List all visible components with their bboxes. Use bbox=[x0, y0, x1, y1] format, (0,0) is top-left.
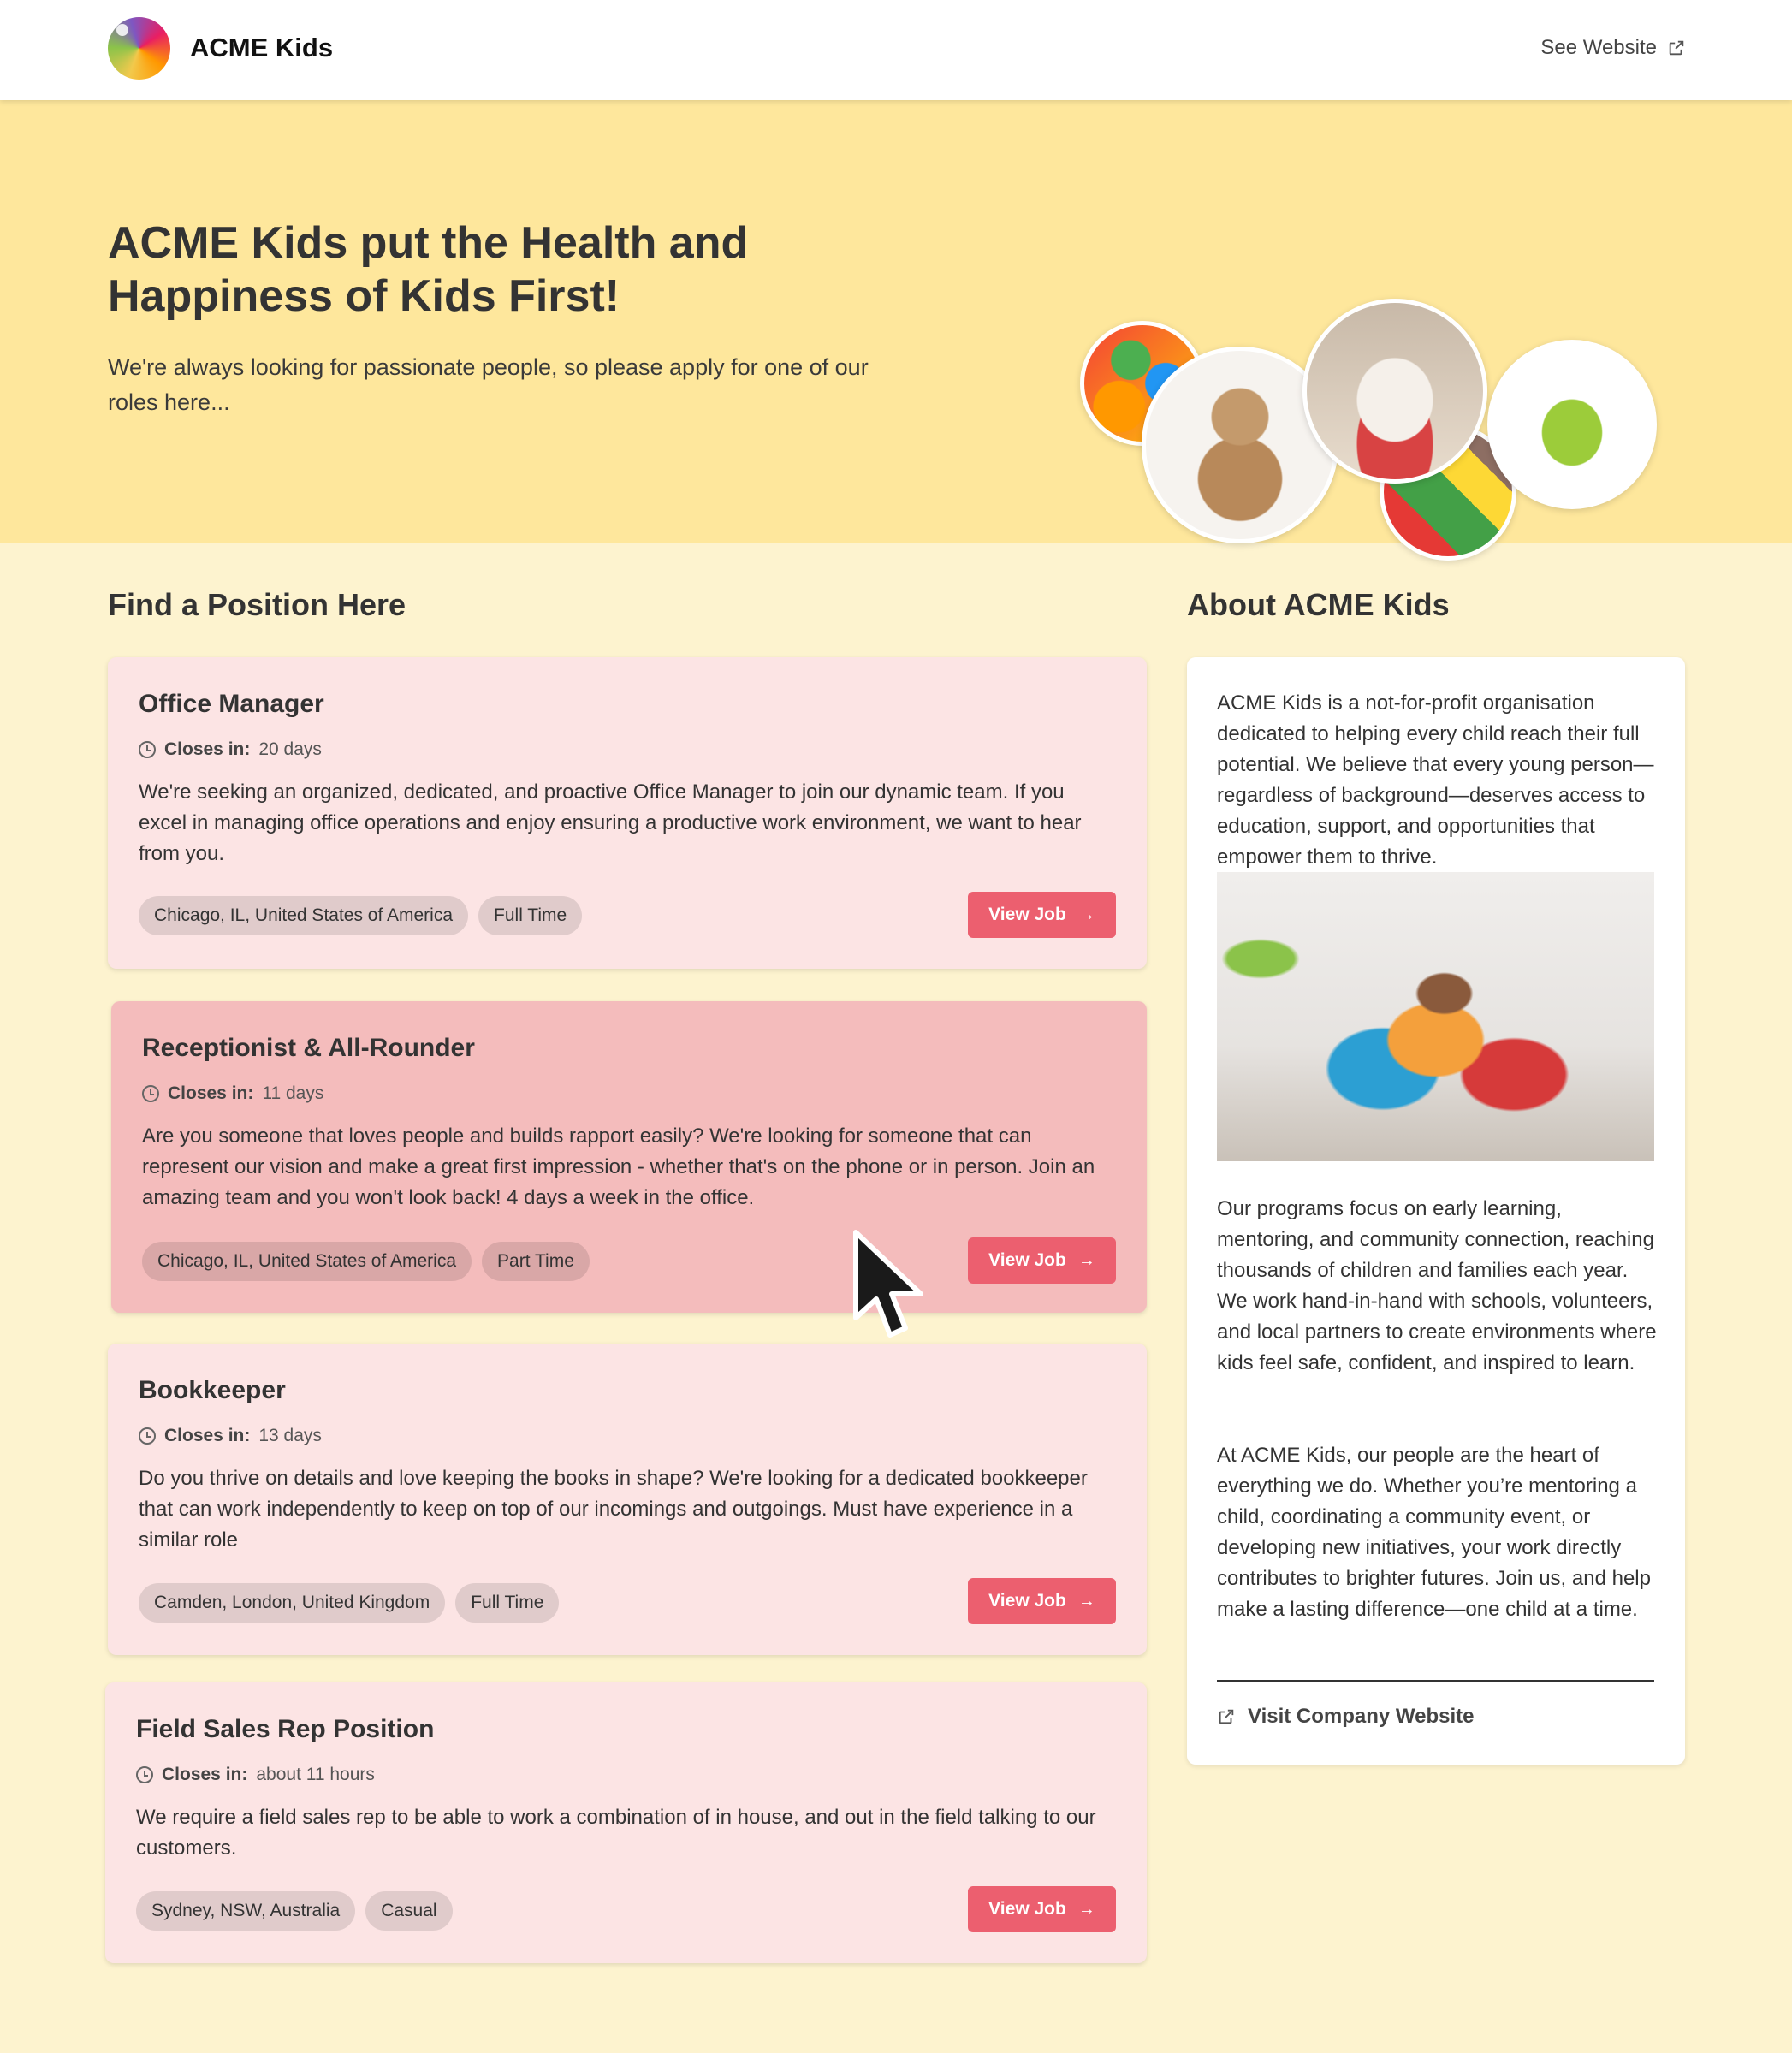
job-closes bbox=[139, 1426, 322, 1446]
job-type-tag: Full Time bbox=[478, 896, 582, 935]
job-description: Do you thrive on details and love keeping the books in shape? We're looking for a dedicated bookkeeper that can work independently to keep on top of our incomings and outgoings. Must have experience in a similar role bbox=[139, 1467, 1088, 1552]
arrow-right-icon: → bbox=[1077, 905, 1095, 924]
closes-value: 13 days bbox=[258, 1426, 322, 1445]
location-tag: Chicago, IL, United States of America bbox=[139, 896, 468, 935]
about-paragraph-1: ACME Kids is a not-for-profit organisation dedicated to helping every child reach their full potential. We believe that every young person—regardless of background—deserves access to education, support, and opportunities that empower them to thrive. bbox=[1217, 691, 1654, 869]
job-type-tag: Part Time bbox=[482, 1242, 590, 1281]
closes-value: about 11 hours bbox=[256, 1765, 375, 1784]
job-title[interactable]: Receptionist & All-Rounder bbox=[142, 1034, 475, 1062]
see-website-link[interactable] bbox=[1540, 36, 1686, 60]
job-tags bbox=[139, 1583, 559, 1623]
job-card[interactable] bbox=[105, 1682, 1147, 1963]
hero-title: ACME Kids put the Health and Happiness of Kids First! bbox=[108, 218, 749, 321]
view-job-label: View Job bbox=[988, 1899, 1066, 1919]
arrow-right-icon: → bbox=[1077, 1250, 1095, 1270]
arrow-right-icon: → bbox=[1077, 1591, 1095, 1611]
brand-name[interactable]: ACME Kids bbox=[190, 33, 334, 62]
toy-dinosaur-image bbox=[1487, 340, 1657, 509]
about-paragraph-2: Our programs focus on early learning, mentoring, and community connection, reaching thousands of children and families each year. We work hand-in-hand with schools, volunteers, and local partners to create environments where kids feel safe, confident, and inspired to learn. bbox=[1217, 1197, 1657, 1374]
about-paragraph-3: At ACME Kids, our people are the heart of everything we do. Whether you’re mentoring a child, coordinating a community event, or developing new initiatives, your work directly contributes to brighter futures. Join us, and help make a lasting difference—one child at a time. bbox=[1217, 1444, 1651, 1621]
hero-subtitle: We're always looking for passionate people, so please apply for one of our roles here... bbox=[108, 354, 869, 415]
external-link-icon bbox=[1217, 1707, 1236, 1726]
job-tags bbox=[142, 1242, 590, 1281]
about-heading: About ACME Kids bbox=[1187, 587, 1450, 622]
positions-heading: Find a Position Here bbox=[108, 587, 406, 622]
closes-label: Closes in: bbox=[164, 739, 251, 759]
job-title[interactable]: Field Sales Rep Position bbox=[136, 1715, 435, 1743]
job-card[interactable] bbox=[111, 1001, 1147, 1313]
divider bbox=[1217, 1680, 1654, 1682]
view-job-label: View Job bbox=[988, 905, 1066, 924]
view-job-button[interactable] bbox=[968, 1886, 1116, 1932]
visit-company-website-link[interactable] bbox=[1217, 1705, 1475, 1729]
view-job-button[interactable] bbox=[968, 1237, 1116, 1284]
job-tags bbox=[139, 896, 582, 935]
view-job-button[interactable] bbox=[968, 892, 1116, 938]
visit-label: Visit Company Website bbox=[1248, 1705, 1475, 1728]
clock-icon bbox=[142, 1085, 159, 1102]
view-job-button[interactable] bbox=[968, 1578, 1116, 1624]
location-tag: Chicago, IL, United States of America bbox=[142, 1242, 472, 1281]
hero-banner bbox=[0, 100, 1792, 543]
view-job-label: View Job bbox=[988, 1591, 1066, 1611]
job-description: We require a field sales rep to be able to work a combination of in house, and out in the field talking to our customers. bbox=[136, 1806, 1096, 1860]
job-closes bbox=[142, 1083, 323, 1104]
closes-label: Closes in: bbox=[162, 1765, 248, 1784]
job-title[interactable]: Office Manager bbox=[139, 690, 324, 718]
job-type-tag: Casual bbox=[365, 1891, 452, 1931]
job-closes bbox=[136, 1765, 375, 1785]
job-description: We're seeking an organized, dedicated, and proactive Office Manager to join our dynamic team. If you excel in managing office operations and enjoy ensuring a productive work environment, we want to hear from you. bbox=[139, 780, 1082, 865]
job-tags bbox=[136, 1891, 453, 1931]
clock-icon bbox=[136, 1766, 153, 1783]
job-closes bbox=[139, 739, 322, 760]
clock-icon bbox=[139, 741, 156, 758]
closes-value: 20 days bbox=[258, 739, 322, 759]
external-link-icon bbox=[1667, 39, 1686, 57]
rocking-horse-image bbox=[1302, 299, 1487, 484]
closes-label: Closes in: bbox=[168, 1083, 254, 1103]
location-tag: Sydney, NSW, Australia bbox=[136, 1891, 355, 1931]
closes-label: Closes in: bbox=[164, 1426, 251, 1445]
about-card bbox=[1187, 657, 1685, 1765]
logo-ball-icon[interactable] bbox=[108, 17, 170, 80]
view-job-label: View Job bbox=[988, 1250, 1066, 1270]
job-type-tag: Full Time bbox=[455, 1583, 559, 1623]
job-card[interactable] bbox=[108, 1344, 1147, 1655]
job-card[interactable] bbox=[108, 657, 1147, 969]
see-website-label: See Website bbox=[1540, 36, 1657, 59]
top-bar bbox=[0, 0, 1792, 100]
child-playing-dinosaurs-image bbox=[1217, 872, 1654, 1161]
job-title[interactable]: Bookkeeper bbox=[139, 1376, 286, 1404]
clock-icon bbox=[139, 1427, 156, 1445]
job-description: Are you someone that loves people and builds rapport easily? We're looking for someone that can represent our vision and make a great first impression - whether that's on the phone or in person. Join an amazing team and you won't look back! 4 days a week in the office. bbox=[142, 1124, 1095, 1209]
location-tag: Camden, London, United Kingdom bbox=[139, 1583, 445, 1623]
arrow-right-icon: → bbox=[1077, 1899, 1095, 1919]
mouse-cursor-icon bbox=[849, 1229, 935, 1349]
closes-value: 11 days bbox=[262, 1083, 324, 1103]
